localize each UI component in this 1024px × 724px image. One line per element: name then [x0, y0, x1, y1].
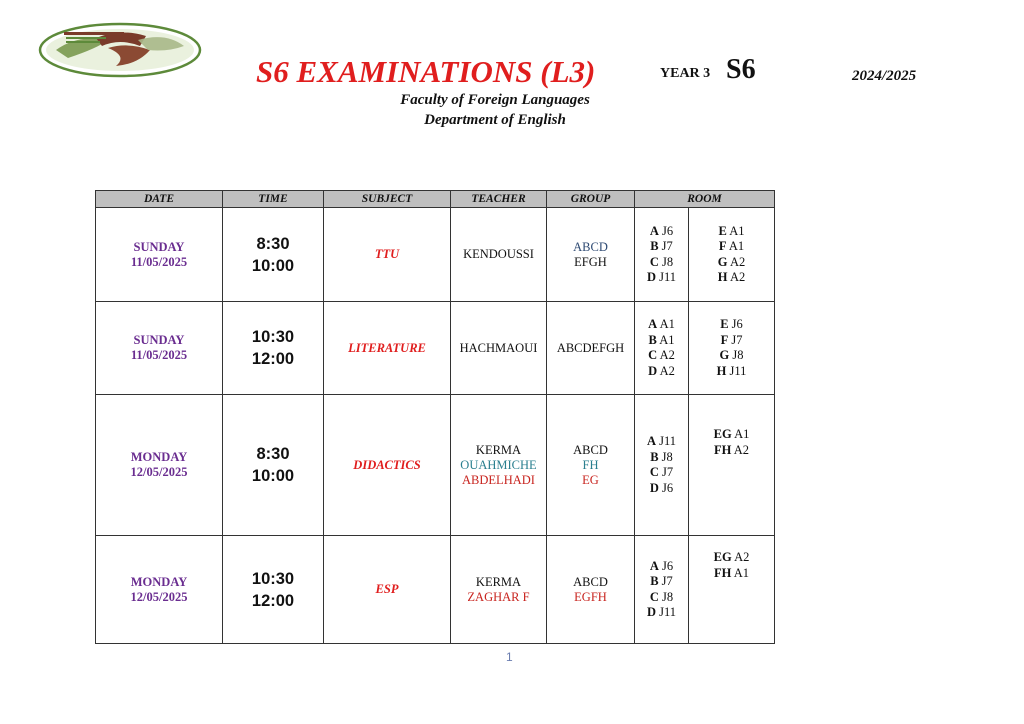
table-row: [96, 302, 775, 395]
teacher-name: ABDELHADI: [462, 472, 535, 487]
date-cell: [96, 208, 223, 302]
room-assignment: F J7: [720, 332, 743, 347]
date-cell: [96, 395, 223, 536]
room-assignment: F A1: [718, 239, 745, 253]
day-name: SUNDAY: [133, 333, 185, 347]
room-cell-right: [689, 208, 775, 302]
room-cell-left: [635, 536, 689, 644]
room-assignment: D A2: [648, 363, 675, 378]
room-assignment: B A1: [648, 332, 675, 347]
header-time: TIME: [223, 191, 324, 208]
teacher-cell: [451, 208, 547, 302]
teacher-name: ZAGHAR F: [467, 589, 530, 604]
group-cell: [547, 395, 635, 536]
table-row: [96, 536, 775, 644]
group-value: EFGH: [574, 254, 607, 269]
room-assignment: B J7: [650, 574, 673, 588]
day-name: SUNDAY: [133, 239, 185, 254]
time-start: 10:30: [251, 328, 295, 346]
subject-cell: ESP: [324, 536, 451, 644]
time-cell: [223, 208, 324, 302]
group-value: ABCD: [573, 574, 608, 589]
time-cell: [223, 536, 324, 644]
time-end: 10:00: [251, 256, 295, 275]
subject-cell: TTU: [324, 208, 451, 302]
teacher-cell: [451, 536, 547, 644]
room-assignment: EG A1: [713, 427, 750, 441]
room-assignment: H J11: [716, 363, 747, 378]
room-assignment: D J6: [649, 480, 674, 495]
time-start: 8:30: [256, 445, 290, 463]
time-cell: [223, 395, 324, 536]
group-value: ABCD: [573, 442, 608, 457]
group-value: FH: [582, 457, 599, 472]
date-value: 12/05/2025: [130, 465, 188, 479]
room-cell-right: [689, 395, 775, 536]
page-title: S6 EXAMINATIONS (L3): [256, 54, 596, 89]
teacher-name: KERMA: [475, 574, 522, 589]
room-assignment: A J6: [649, 558, 674, 573]
date-value: 11/05/2025: [130, 254, 188, 269]
room-assignment: EG A2: [713, 550, 750, 564]
semester-label: S6: [726, 54, 756, 85]
room-assignment: FH A1: [713, 565, 750, 580]
table-row: [96, 395, 775, 536]
room-assignment: B J7: [650, 239, 673, 253]
date-value: 11/05/2025: [130, 348, 188, 362]
room-assignment: B J8: [650, 449, 673, 464]
room-assignment: C J7: [649, 465, 674, 479]
group-value: ABCDEFGH: [556, 340, 625, 355]
room-assignment: A J6: [649, 223, 674, 238]
header-teacher: TEACHER: [451, 191, 547, 208]
teacher-cell: [451, 302, 547, 395]
faculty-name: Faculty of Foreign Languages: [400, 92, 590, 108]
exam-schedule-table: [95, 190, 775, 644]
room-assignment: H A2: [717, 270, 746, 284]
table-header-row: [96, 191, 775, 208]
room-assignment: A J11: [646, 434, 677, 448]
time-start: 10:30: [251, 569, 295, 588]
group-cell: [547, 536, 635, 644]
room-cell-left: [635, 395, 689, 536]
teacher-name: KENDOUSSI: [463, 247, 534, 261]
room-assignment: G A2: [717, 254, 746, 269]
teacher-cell: [451, 395, 547, 536]
room-assignment: E J6: [720, 317, 743, 331]
room-assignment: G J8: [719, 348, 744, 362]
subject-cell: DIDACTICS: [324, 395, 451, 536]
time-end: 12:00: [251, 591, 295, 610]
teacher-name: HACHMAOUI: [459, 340, 538, 355]
time-cell: [223, 302, 324, 395]
room-cell-right: [689, 302, 775, 395]
room-assignment: D J11: [646, 605, 677, 619]
time-end: 12:00: [251, 350, 295, 368]
teacher-name: KERMA: [475, 442, 522, 457]
room-assignment: A A1: [648, 317, 675, 331]
header-subject: SUBJECT: [324, 191, 451, 208]
date-cell: [96, 302, 223, 395]
subject-cell: LITERATURE: [324, 302, 451, 395]
teacher-name: OUAHMICHE: [460, 457, 537, 472]
header-room: ROOM: [635, 191, 775, 208]
group-cell: [547, 302, 635, 395]
group-value: ABCD: [573, 239, 608, 254]
university-logo: [38, 20, 202, 78]
group-cell: [547, 208, 635, 302]
header-group: GROUP: [547, 191, 635, 208]
header-date: DATE: [96, 191, 223, 208]
date-cell: [96, 536, 223, 644]
time-end: 10:00: [251, 467, 295, 485]
table-row: [96, 208, 775, 302]
group-value: EGFH: [574, 589, 607, 604]
day-name: MONDAY: [130, 574, 188, 589]
room-cell-left: [635, 302, 689, 395]
time-start: 8:30: [256, 234, 290, 253]
room-assignment: C J8: [649, 254, 674, 269]
room-assignment: D J11: [646, 270, 677, 284]
academic-year: 2024/2025: [852, 68, 917, 84]
department-name: Department of English: [424, 112, 566, 128]
year-label: YEAR 3: [660, 66, 711, 81]
room-assignment: C A2: [648, 348, 675, 362]
page-number: 1: [506, 650, 513, 664]
room-assignment: C J8: [649, 589, 674, 604]
group-value: EG: [582, 472, 599, 487]
room-assignment: E A1: [718, 223, 745, 238]
room-cell-right: [689, 536, 775, 644]
day-name: MONDAY: [130, 450, 188, 464]
date-value: 12/05/2025: [130, 589, 188, 604]
room-assignment: FH A2: [713, 442, 750, 457]
room-cell-left: [635, 208, 689, 302]
